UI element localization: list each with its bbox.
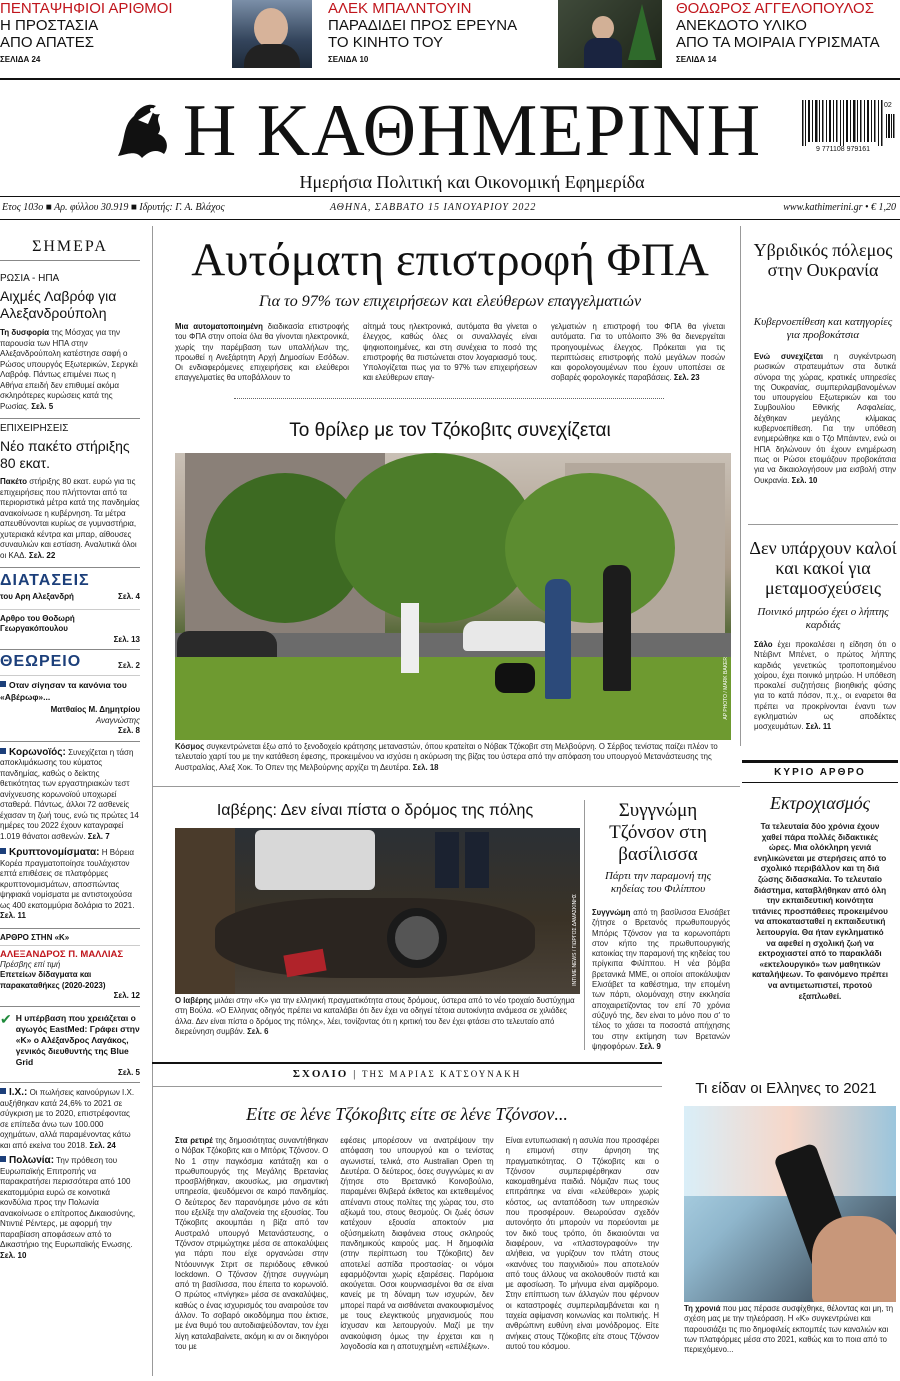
wreckage-shape [215, 898, 535, 978]
infobar-date: ΑΘΗΝΑ, ΣΑΒΒΑΤΟ 15 ΙΑΝΟΥΑΡΙΟΥ 2022 [330, 202, 537, 213]
teaser-3-kicker: ΘΟΔΩΡΟΣ ΑΓΓΕΛΟΠΟΥΛΟΣ [676, 0, 874, 17]
ivaris-page[interactable]: Σελ. 6 [247, 1026, 269, 1036]
lavrov-headline[interactable]: Αιχμές Λαβρόφ για Αλεξανδρούπολη [0, 288, 117, 321]
teaser-3-page: ΣΕΛΙΔΑ 14 [676, 55, 717, 64]
k-article-label: ΑΡΘΡΟ ΣΤΗΝ «Κ» [0, 932, 70, 942]
theoreio-item-page: Σελ. 8 [118, 726, 140, 735]
column-rule-right [740, 226, 741, 746]
teaser-2-photo [232, 0, 312, 68]
masthead-title[interactable]: Η ΚΑΘΗΜΕΡΙΝΗ [182, 90, 762, 172]
cars-page: Σελ. 24 [89, 1140, 116, 1150]
square-bullet-icon [0, 681, 6, 687]
business-label: ΕΠΙΧΕΙΡΗΣΕΙΣ [0, 423, 69, 434]
ivaris-caption [175, 996, 580, 1037]
coat-shape [584, 38, 622, 68]
truck-shape [255, 830, 375, 890]
dog-shape [495, 663, 535, 693]
ivaris-caption-text: μιλάει στην «Κ» για την ελληνική πραγματικότητα στους δρόμους, ύστερα από το νέο τροχαίο δυστύχημα στη Βούλα. «Ο Ελληνας οδηγός πρέπει να καταλάβει ότι δεν έχει να οδηγεί τέτοια αυτοκίνητα ανάμεσα σε χιλιάδες άλλα. Δεν είναι πίστα ο δρόμος της πόλης», λέει, τονίζοντας ότι η κριτική του δεν έχει φτάσει στο τελευταίο από διερεύνηση συμβάν. [175, 996, 575, 1036]
divider [0, 649, 140, 650]
crypto-lead: Κρυπτονομίσματα: [9, 847, 100, 858]
teaser-3-photo [558, 0, 662, 68]
djokovic-headline[interactable]: Το θρίλερ με τον Τζόκοβιτς συνεχίζεται [289, 420, 611, 441]
eastmed-text: Η υπέρβαση που χρειάζεται ο αγωγός EastMed: Γράφει στην «Κ» ο Αλέξανδρος Λαγάκος, γενικός διευθυντής της Blue Grid [15, 1012, 140, 1067]
k-page[interactable]: Σελ. 12 [113, 991, 140, 1000]
eastmed-brief[interactable] [0, 1010, 140, 1068]
editorial-label: ΚΥΡΙΟ ΑΡΘΡΟ [742, 760, 898, 783]
lead-col-3-text: γελματιών η επιστροφή του ΦΠΑ θα γίνεται αυτόματα. Για το υπόλοιπο 3% θα διενεργείται προηγουμένως έλεγχος. Πρόκειται για τις περιπτώσεις επιστροφής πολύ μεγάλων ποσών και φορολογουμένων που έχουν υποπέσει σε σοβαρές φορολογικές παραβάσεις. [551, 322, 725, 383]
sxolio-header: ΣΧΟΛΙΟ | ΤΗΣ ΜΑΡΙΑΣ ΚΑΤΣΟΥΝΑΚΗ [292, 1068, 522, 1080]
transplant-deck: Ποινικό μητρώο έχει ο λήπτης καρδιάς [757, 606, 889, 631]
person-shape [435, 832, 459, 888]
today-label: ΣΗΜΕΡΑ [0, 226, 140, 261]
ukraine-lead: Ενώ συνεχίζεται [754, 352, 824, 361]
ivaris-photo-credit: INTIME NEWS / ΓΙΩΡΓΟΣ ΔΑΜΑΣΚΙΝΗΣ [572, 894, 578, 986]
lead-col-3 [551, 322, 725, 384]
teaser-1-line2: Η ΠΡΟΣΤΑΣΙΑ [0, 17, 99, 34]
dotted-rule [234, 398, 664, 399]
rule [748, 524, 898, 525]
tv-caption-text: που μας πέρασε συσφίχθηκε, θέλοντας και μη, τη σχέση μας με την τηλεόραση. Η «Κ» συγκεντρώνει και παρουσιάζει τις πιο δημοφιλείς εκπομπές των καναλιών και των πλατφόρμες μέσα στο 2021, καθώς και το ποια από το περιεχόμενο... [684, 1304, 894, 1355]
editorial-headline[interactable]: Εκτροχιασμός [770, 793, 870, 813]
crypto-page: Σελ. 11 [0, 911, 26, 920]
diataxeis-item-1-page: Σελ. 4 [118, 592, 140, 601]
hand-shape [812, 1216, 896, 1302]
covid-lead: Κορωνοϊός: [9, 746, 66, 758]
square-bullet-icon [0, 1088, 6, 1094]
ukraine-body [754, 352, 896, 486]
crypto-text: Η Βόρεια Κορέα πραγματοποίησε τουλάχιστον επτά επιθέσεις σε πλατφόρμες κρυπτονομισμάτων, αποσπώντας ψηφιακά νομίσματα με αντιστοιχούσα ως 400 εκατομμύρια δολάρια το 2021. [0, 848, 135, 910]
covid-brief[interactable] [0, 748, 140, 843]
lead-col-2: αίτημά τους ηλεκτρονικά, αυτόματα θα γίνεται ο έλεγχος, καθώς όλες οι συναλλαγές είναι ψηφιοποιημένες, και στη συνέχεια το ποσό της επιστροφής θα πιστώνεται στον λογαριασμό τους. Υπολογίζεται πως για το 97% των επιχειρήσεων και ελεύθερων επαγ- [363, 322, 537, 383]
k-author: ΑΛΕΞΑΝΔΡΟΣ Π. ΜΑΛΛΙΑΣ [0, 948, 124, 960]
wheel-shape [387, 908, 447, 968]
griffin-logo-icon [108, 96, 178, 166]
square-bullet-icon [0, 1156, 6, 1162]
teaser-3-line3: ΑΠΟ ΤΑ ΜΟΙΡΑΙΑ ΓΥΡΙΣΜΑΤΑ [676, 34, 880, 51]
theoreio-page[interactable]: Σελ. 2 [118, 660, 140, 670]
editorial-box [742, 760, 898, 1060]
sxolio-body [175, 1136, 659, 1352]
tv-caption [684, 1304, 896, 1355]
poland-brief[interactable] [0, 1156, 140, 1261]
teaser-2-kicker: ΑΛΕΚ ΜΠΑΛΝΤΟΥΙΝ [328, 0, 472, 17]
theoreio-item[interactable] [0, 680, 140, 737]
johnson-lead: Συγγνώμη [592, 908, 631, 917]
lead-body [175, 322, 725, 384]
package-body [0, 477, 140, 561]
barcode-bars [800, 100, 896, 146]
square-bullet-icon [0, 848, 6, 854]
sxolio-col-2: εφέσεις μπορέσουν να ανατρέψουν την απόφαση του υπουργού και ο τενίστας αγωνιστεί, τελικά, στο Australian Open τη Δευτέρα. Ο δεύτερος, όσες συγγνώμες κι αν ζήτησε στο Βρετανικό Κοινοβούλιο, παραμένει θλιβερά έκθετος και εκτεθειμένος απέναντι στους πολίτες της χώρας του, στο αξίωμά του, στους θεσμούς. Οι ζωές όσων κατέχουν εξουσία αποκτούν μια οξύσημείωτη διαφάνεια στους σκληρούς πανδημικούς καιρούς μας. Η δημοφιλία (στην περίπτωση του Τζόκοβιτς) δεν αποτελεί ασπίδα προστασίας· οι νόμοι εφαρμόζονται χωρίς εξαιρέσεις. Παρόμοια ακούγεται. Οσοι κουρνιασμένοι θα σε είναι κανείς με τη δύναμη των ισχυρών, δεν μπορεί παρά να αισθάνεται ανακουφισμένος με τους ελεγκτικούς μηχανισμούς που ίσχυσαν και λειτουργούν. Μαζί με την ανακούφιση όμως την έρχεται και η λογοδοσία και η αποτυχημένη «επιλέξιων». [340, 1136, 494, 1351]
lead-headline[interactable]: Αυτόματη επιστροφή ΦΠΑ [191, 234, 709, 286]
rule [152, 1062, 662, 1064]
person-shape [465, 832, 489, 888]
sxolio-col-1-text: της δημοσιότητας συναντήθηκαν ο Νόβακ Τζόκοβιτς και ο Μπόρις Τζόνσον. Ο Νο 1 στην παγκόσμια κατάταξη και ο πρωθυπουργός της Μεγάλης Βρετανίας προσβλήθηκαν, ακουσίως, μια σημαντική υπηρεσία, ψευδόμενοι σε καιρό πανδημίας. Ο δεύτερος δεν παρανόμησε μόνο σε κάτι που εξελίξε την αλαζονεία της εξουσίας. Του Τζόκοβιτς ακουμπάει η βίζα από τον Αυστραλό υπουργό Μετανάστευσης, ο Τζόνσον στριμώχτηκε μέσα σε αποκαλύψεις για πάρτι που είχε οργανώσει στην Ντόουνινγκ Στριτ σε περιόδους εθνικού lockdown. Ο Τζόνσον ζήτησε συγγνώμη από τη βασίλισσα, που έπειτα το κορωνοϊό. Ο πρώτος «πνίγηκε» μέσα σε ανακαλύψεις, καθώς ο ένας ισχυρισμός του αναιρούσε τον άλλον. Το σοβαρό οικοδόμημα που έκτισε, με ένα θυμό του αυτοδιαψεύδονταν, τον έχει λίγη καταλαβαίνετε, ακόμη κι αν οι δικηγόροι του με [175, 1136, 329, 1351]
teaser-2-line2: ΠΑΡΑΔΙΔΕΙ ΠΡΟΣ ΕΡΕΥΝΑ [328, 17, 518, 34]
johnson-headline[interactable]: Συγγνώμη Τζόνσον στη βασίλισσα [609, 800, 707, 865]
barcode [800, 100, 896, 158]
poland-text: Την πρόθεση του Ευρωπαϊκής Επιτροπής να παρακρατήσει περισσότερα από 100 εκατομμύρια ευρώ σε κοινοτικά κονδύλια προς την Πολωνία ανακοίνωσε ο επίτροπος Δικαιοσύνης, Ντιντιέ Ρέιντερς, με αφορμή την παραβίαση αποφάσεων από το Δικαστήριο της Ευρωπαϊκής Ενωσης. [0, 1156, 136, 1249]
teaser-3-line2: ΑΝΕΚΔΟΤΟ ΥΛΙΚΟ [676, 17, 807, 34]
djokovic-caption [175, 742, 731, 773]
diataxeis-item-2-text: Αρθρο του Θοδωρή Γεωργακόπουλου [0, 613, 75, 633]
divider [0, 675, 140, 676]
teaser-3[interactable] [676, 0, 900, 64]
k-role: Πρέσβης επί τιμή [0, 959, 61, 969]
ivaris-photo [175, 828, 580, 994]
johnson-page[interactable]: Σελ. 9 [639, 1041, 661, 1051]
lead-col-1-text: διαδικασία επιστροφής του ΦΠΑ στην οποία όλα θα γίνονται ηλεκτρονικά, χωρίς την παρέμβαση των υπαλλήλων της, προωθεί η Ανεξάρτητη Αρχή Δημοσίων Εσόδων. Οι ενδιαφερόμενες επιχειρήσεις και ελεύθεροι επαγγελματίες θα υποβάλλουν το [175, 322, 349, 383]
lead-page[interactable]: Σελ. 23 [673, 373, 700, 383]
teaser-2[interactable] [328, 0, 538, 64]
djokovic-photo-credit: AP PHOTO / MARK BAKER [723, 657, 729, 720]
lawn-shape [175, 657, 731, 740]
person-shape [603, 565, 631, 691]
tv-headline[interactable]: Τι είδαν οι Ελληνες το 2021 [695, 1080, 877, 1097]
ivaris-headline[interactable]: Ιαβέρης: Δεν είναι πίστα ο δρόμος της πόλης [216, 802, 534, 819]
rule [584, 800, 585, 1050]
sxolio-label: ΣΧΟΛΙΟ [292, 1068, 349, 1080]
left-column [0, 226, 140, 1261]
poland-lead: Πολωνία: [9, 1155, 55, 1166]
theoreio-label: ΘΕΩΡΕΙΟ [0, 653, 82, 670]
ukraine-page[interactable]: Σελ. 10 [791, 475, 818, 485]
teaser-2-line3: ΤΟ ΚΙΝΗΤΟ ΤΟΥ [328, 34, 444, 51]
tree-shape [628, 4, 656, 60]
sxolio-author: ΤΗΣ ΜΑΡΙΑΣ ΚΑΤΣΟΥΝΑΚΗ [362, 1069, 522, 1079]
tv-photo [684, 1106, 896, 1302]
theoreio-item-text: Οταν σίγησαν τα κανόνια του «Αβέρωφ»... [0, 680, 127, 702]
lead-deck: Για το 97% των επιχειρήσεων και ελεύθερων επαγγελματιών [258, 293, 642, 310]
diataxeis-item-1-text: του Αρη Αλεξανδρή [0, 592, 74, 601]
sxolio-col-3: Είναι εντυπωσιακή η ασυλία που προσφέρει η επιμονή στην άρνηση της πραγματικότητας. Ο Τζόκοβιτς και ο Τζόνσον συμπεριφέρθηκαν σαν κακομαθημένα παιδιά. Νόμιζαν πως τους επιτράπηκε να είναι «ελεύθεροι» χωρίς κόστος, ως ανταπόδοση των υπηρεσιών που προσφέρουν. Θεωρούσαν σχεδόν αυτονόητο ότι μπορούν να πορεύονται με τον δικό τους τρόπο, ότι δικαιούνται να διαφέρουν, να «πλαστογραφούν» την αλήθεια, να γυρίζουν τον πλάτη στους «κανόνες του παιχνιδιού» που αποτελούν από τους άλλους να ακολουθούν πιστά και με αφοσίωση. Το μήνυμα είναι αμφίδρομο. Στην επίπτωση των άλλαγών που φέρνουν οι καταστροφές συμπεριλαμβάνεται και η ταχεία αφίμανση κοινωνίας και πολιτικής. Η ανθρώπινη ευθύνη είναι μονόδρομος. Είτε ανήκεις στους Τζόκοβιτς είτε στους Τζόνσον αυτού του κόσμου. [505, 1136, 659, 1351]
ukraine-text: η συγκέντρωση ρωσικών στρατευμάτων στα δυτικά σύνορα της χώρας, κρατικές υπηρεσίες της Ουκρανίας, συμπεριλαμβανομένων του υπουργείου Εξωτερικών και του Συμβουλίου Εθνικής Ασφαλείας, δέχθηκαν μεγάλης κλίμακας κυβερνοεπίθεση. Για την υπόθεση ενημερώθηκε και ο Τζο Μπάιντεν, ενώ οι ΗΠΑ δηλώνουν ότι έχουν ενημέρωση πως οι Ρώσοι ετοιμάζουν προβοκάτσια για να δικαιολογήσουν μια εισβολή στην Ουκρανία. [754, 352, 896, 485]
diataxeis-item-1[interactable] [0, 592, 140, 603]
teaser-1-page: ΣΕΛΙΔΑ 24 [0, 55, 41, 64]
johnson-deck: Πάρτι την παραμονή της κηδείας του Φιλίππου [604, 870, 712, 895]
covid-page: Σελ. 7 [87, 831, 110, 841]
diataxeis-item-2[interactable] [0, 614, 140, 646]
person-shape [545, 579, 571, 699]
transplant-page[interactable]: Σελ. 11 [805, 722, 832, 732]
face-shape [592, 16, 614, 40]
tree-shape [505, 473, 675, 623]
tv-lead: Τη χρονιά [684, 1304, 721, 1313]
face-shape [254, 8, 288, 48]
theoreio-role: Αναγνώστης [95, 715, 140, 725]
ivaris-caption-lead: Ο Ιαβέρης [175, 996, 213, 1005]
divider [0, 741, 140, 742]
lead-lead: Μια αυτοματοποιημένη [175, 322, 263, 331]
teaser-1-line3: ΑΠΟ ΑΠΑΤΕΣ [0, 34, 95, 51]
djokovic-caption-text: συγκεντρώνεται έξω από το ξενοδοχείο κράτησης μεταναστών, όπου κρατείται ο Νόβακ Τζόκοβιτ στη Μελβούρνη. Ο Σέρβος τενίστας παίζει πλέον το τελευταίο χαρτί του με την κατάθεση έφεσης, προκειμένου να ισχύσει η ακύρωση της βίζας του ύστερα από την απόφαση του υπουργού Μετανάστευσης της Αυστραλίας, Αλεξ Χοκ. Το Οπεν της Μελβούρνης αρχίζει τη Δευτέρα. [175, 742, 718, 772]
rule [152, 786, 740, 787]
infobar-rule-bottom [0, 219, 900, 220]
transplant-headline[interactable]: Δεν υπάρχουν καλοί και κακοί για μεταμοσχεύσεις [749, 538, 897, 598]
cars-brief[interactable] [0, 1088, 140, 1151]
djokovic-page[interactable]: Σελ. 18 [412, 762, 439, 772]
transplant-lead: Σάλο [754, 640, 773, 649]
divider [0, 609, 140, 610]
cars-text: Οι πωλήσεις καινούργιων Ι.Χ. αυξήθηκαν κατά 24,6% το 2021 σε σύγκριση με το 2020, επιστρέφοντας σε επίπεδα άνω των 100.000 οχημάτων, αλλά παραμένοντας κάτω και από εκείνα του 2018. [0, 1088, 135, 1150]
divider [0, 945, 140, 946]
diataxeis-item-2-page: Σελ. 13 [113, 634, 140, 644]
johnson-body [592, 908, 730, 1052]
infobar-right[interactable]: www.kathimerini.gr • € 1,20 [783, 202, 896, 213]
lavrov-body [0, 328, 140, 412]
rule [152, 1086, 662, 1087]
divider [0, 1082, 140, 1083]
divider [0, 928, 140, 929]
editorial-body: Τα τελευταία δύο χρόνια έχουν χαθεί πάρα πολλές διδακτικές ώρες. Μια ολόκληρη γενιά ενηλικώνεται με στερήσεις από το σχολικό περιβάλλον και τη διά ζώσης διδασκαλία. Το τελευταίο διάστημα, καταβλήθηκαν από όλη την εκπαιδευτική κοινότητα τιτάνιες προσπάθειες προκειμένου να αποκατασταθεί η εκπαιδευτική λειτουργία. Θα ήταν εγκληματικό να αφεθεί η σχολική ζωή να εκτροχιαστεί από το παρακλάδι «εκτελουργικό» των μαθητικών καταλήψεων. Το φαινόμενο πρέπει να αντιμετωπιστεί, προτού εξαπλωθεί. [752, 822, 888, 1001]
teaser-2-page: ΣΕΛΙΔΑ 10 [328, 55, 369, 64]
crypto-brief[interactable] [0, 848, 140, 922]
square-bullet-icon [0, 748, 6, 754]
russia-usa-label: ΡΩΣΙΑ - ΗΠΑ [0, 273, 60, 284]
teaser-rule [0, 78, 900, 80]
theoreio-header [0, 653, 140, 671]
tree-trunk-shape [175, 828, 235, 994]
transplant-text: έχει προκαλέσει η είδηση ότι ο Ντέιβιντ Μπένετ, ο πρώτος λήπτης καρδιάς γενετικώς τροποποιημένου χοίρου, έχει ποινικό μητρώο. Η υπόθεση προκαλεί συζητήσεις βιοηθικής φύσης για το κατά πόσον, π.χ., οι εναρετοι θα πρέπει να προκρίνονται έναντι των εγκληματιών ως αποδέκτες μοσχευμάτων. [754, 640, 896, 732]
divider [0, 567, 140, 568]
divider [0, 418, 140, 419]
barcode-issue: 02 [884, 102, 892, 109]
covid-text: Συνεχίζεται η τάση αποκλιμάκωσης του κύματος πανδημίας, καθώς ο δείκτης θετικότητας των εργαστηριακών τεστ ανίχνευσης κορωνοϊού υποχωρεί σταθερά. Πάντως, άλλοι 72 ασθενείς έχασαν τη ζωή τους, ενώ τις πρώτες 14 ημέρες του 2022 έχουν καταγραφεί 1.019 θάνατοι ασθενών. [0, 747, 139, 841]
eastmed-page[interactable]: Σελ. 5 [118, 1067, 140, 1077]
poland-page: Σελ. 10 [0, 1250, 27, 1260]
column-rule-left [152, 226, 153, 1376]
lead-col-1 [175, 322, 349, 384]
suit-shape [244, 44, 300, 68]
cars-lead: Ι.Χ.: [9, 1087, 28, 1098]
package-lead: Πακέτο [0, 477, 27, 486]
car-shape [463, 621, 551, 651]
barcode-number: 9 771108 979161 [816, 146, 870, 153]
ukraine-headline[interactable]: Υβριδικός πόλεμος στην Ουκρανία [753, 240, 893, 280]
check-icon: ✔ [0, 1010, 12, 1027]
package-text: στήριξης 80 εκατ. ευρώ για τις επιχειρήσεις που πλήττονται από τα περιοριστικά μέτρα κατά της πανδημίας ανακοίνωσε η κυβέρνηση. Τα μέτρα απευθύνονται κυρίως σε γυμναστήρια, χυτεριακά κέντρα και μπαρ, αίθουσες συναυλιών και εστίαση. Αναλυτικά όλοι οι ΚΑΔ. [0, 477, 140, 560]
lavrov-page[interactable]: Σελ. 5 [31, 401, 54, 411]
diataxeis-label: ΔΙΑΤΑΣΕΙΣ [0, 572, 90, 589]
lavrov-lead: Τη δυσφορία [0, 328, 50, 337]
lavrov-text: της Μόσχας για την παρουσία των ΗΠΑ στην Αλεξανδρούπολη κατέστησε σαφή ο Ρώσος υπουργός Εξωτερικών, Σεργκέι Λαβρόφ. Πάντως επιμένει πως η Αθήνα επειδή δεν επιθυμεί ακόμα σκληρότερες κυρώσεις κατά της Ρωσίας. [0, 328, 138, 411]
package-page[interactable]: Σελ. 22 [28, 550, 56, 560]
sign-shape [401, 603, 419, 673]
teaser-1[interactable] [0, 0, 180, 64]
johnson-text: από τη βασίλισσα Ελισάβετ ζήτησε ο Βρετανός πρωθυπουργός Μπόρις Τζόνσον για τα κορωνοπάρτι στον κήπο της πρωθυπουργικής κατοικίας την παραμονή της κηδείας του πρίγκιπα Φιλίππου. Η νέα βόμβα βρετανικά ΜΜΕ, οι οποίοι αποκάλυψαν Ελισάβετ τα καθέστημα, την επομένη των πάρτι, ολομόναχη στην εκκλησία αποχαιρετίζοντας τον επί 70 χρόνια σύζυγό της, δεν είναι το μόνο που σ' το τέλος το χάσει τα ποσοστά απήχησης του στην εκτίμηση των Βρετανών ψηφοφόρων. [592, 908, 730, 1051]
infobar-left: Ετος 103ο ■ Αρ. φύλλου 30.919 ■ Ιδρυτής: Γ. Α. Βλάχος [2, 202, 225, 213]
divider [0, 1006, 140, 1007]
ukraine-deck: Κυβερνοεπίθεση και κατηγορίες για προβοκάτσια [753, 316, 893, 341]
masthead-subtitle: Ημερήσια Πολιτική και Οικονομική Εφημερίδα [299, 172, 645, 192]
package-headline[interactable]: Νέο πακέτο στήριξης 80 εκατ. [0, 438, 130, 471]
transplant-body [754, 640, 896, 733]
theoreio-author: Ματθαίος Μ. Δημητρίου [50, 705, 140, 714]
teaser-1-kicker: ΠΕΝΤΑΨΗΦΙΟΙ ΑΡΙΘΜΟΙ [0, 0, 173, 17]
sxolio-col-1 [175, 1136, 328, 1352]
sxolio-headline[interactable]: Είτε σε λένε Τζόκοβιτς είτε σε λένε Τζόνσον... [246, 1104, 568, 1124]
infobar-rule-top [0, 196, 900, 197]
sxolio-lead: Στα ρετιρέ [175, 1136, 213, 1145]
djokovic-caption-lead: Κόσμος [175, 742, 205, 751]
djokovic-photo [175, 453, 731, 740]
k-title[interactable]: Επετείων δίδαγματα και παρακαταθήκες (2020-2023) [0, 970, 106, 990]
